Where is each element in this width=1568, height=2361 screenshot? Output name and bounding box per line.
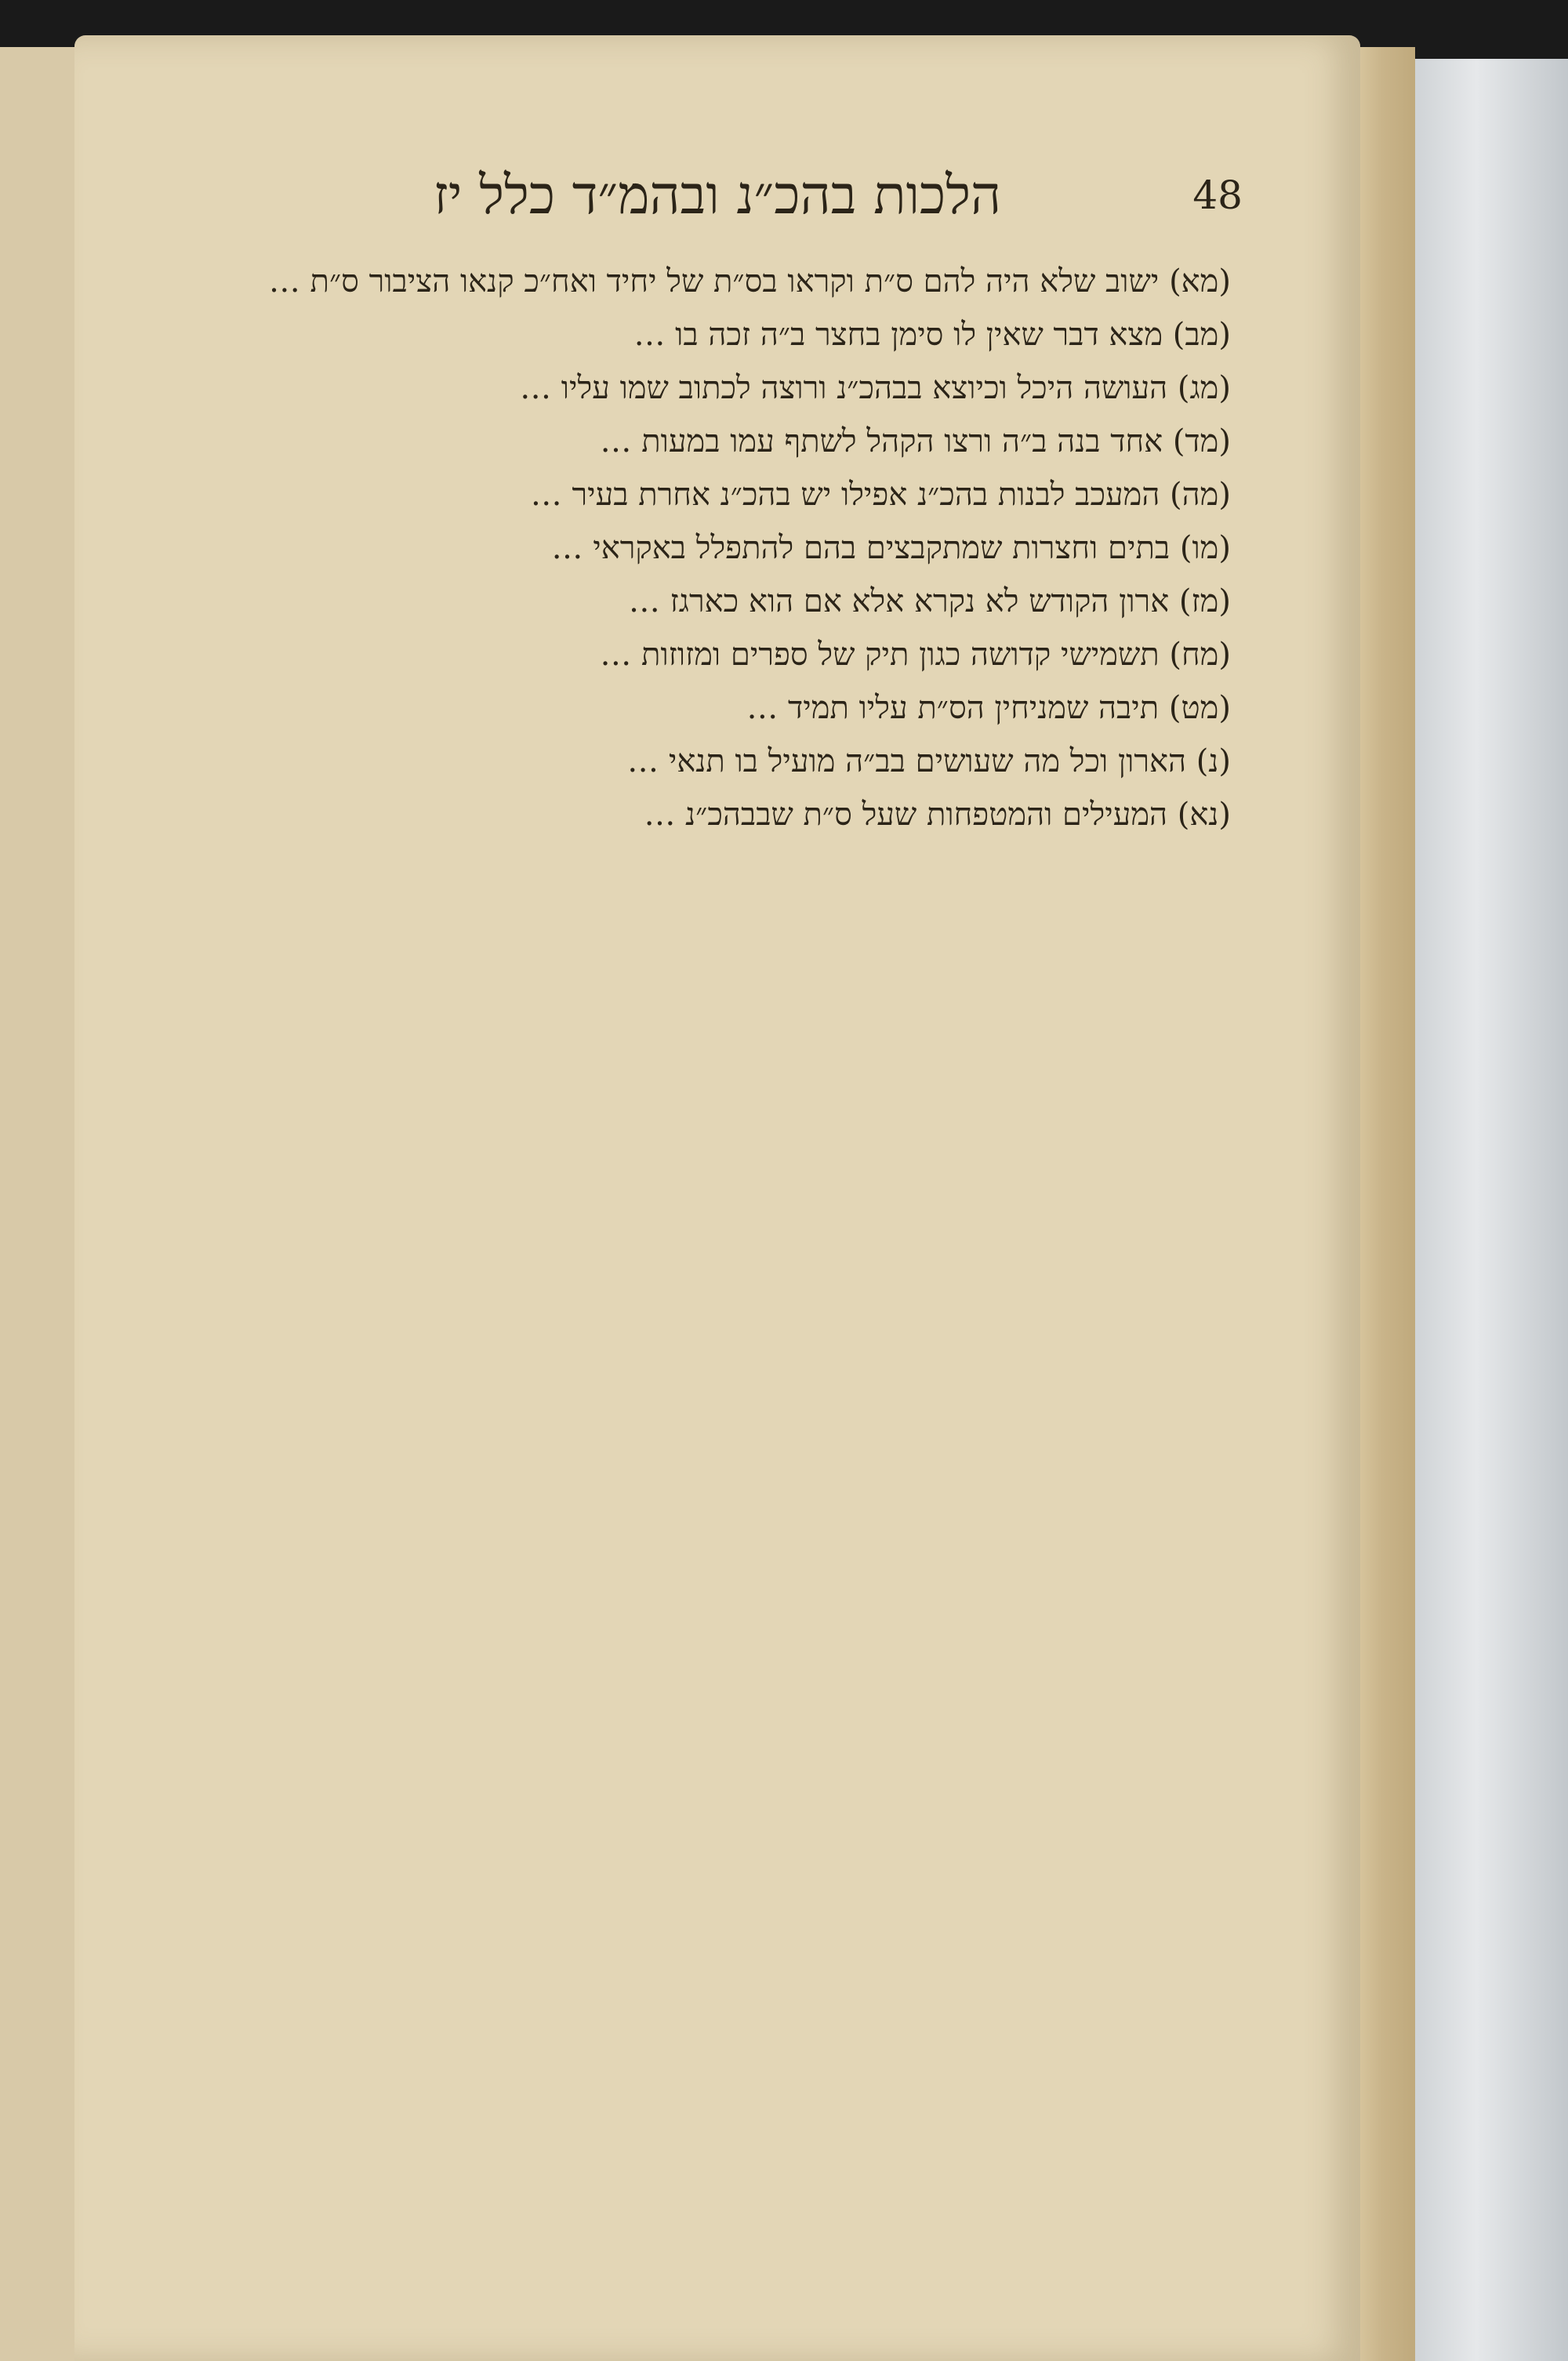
paragraph: (מב) מצא דבר שאין לו סימן בחצר ב״ה זכה בו … xyxy=(633,317,1231,353)
paragraph: (נא) המעילים והמטפחות שעל ס״ת שבבהכ״נ … xyxy=(644,797,1231,833)
book-cover xyxy=(1415,59,1568,2361)
paragraph: (מא) ישוב שלא היה להם ס״ת וקראו בס״ת של יחיד ואח״כ קנאו הציבור ס״ת … xyxy=(268,263,1231,300)
paragraph: (מה) המעכב לבנות בהכ״נ אפילו יש בהכ״נ אחרת בעיר … xyxy=(530,477,1231,513)
paragraph: (מד) אחד בנה ב״ה ורצו הקהל לשתף עמו במעות … xyxy=(600,423,1231,459)
page-body xyxy=(133,259,1231,2297)
page-number: 48 xyxy=(1192,173,1243,218)
page-title: הלכות בהכ״נ ובהמ״ד כלל יז xyxy=(433,165,1002,227)
paragraph: (נ) הארון וכל מה שעושים בב״ה מועיל בו תנאי … xyxy=(627,743,1231,779)
paragraph: (מו) בתים וחצרות שמתקבצים בהם להתפלל באקראי … xyxy=(551,530,1231,566)
paragraph: (מט) תיבה שמניחין הס״ת עליו תמיד … xyxy=(746,690,1231,726)
page-block-edge xyxy=(1360,47,1415,2361)
facing-page-edge xyxy=(0,47,74,2361)
paragraph: (מז) ארון הקודש לא נקרא אלא אם הוא כארגז … xyxy=(628,583,1231,619)
page-header xyxy=(74,165,1360,251)
paragraph: (מח) תשמישי קדושה כגון תיק של ספרים ומזוזות … xyxy=(600,637,1231,673)
paragraph: (מג) העושה היכל וכיוצא בבהכ״נ ורוצה לכתוב שמו עליו … xyxy=(520,370,1231,406)
